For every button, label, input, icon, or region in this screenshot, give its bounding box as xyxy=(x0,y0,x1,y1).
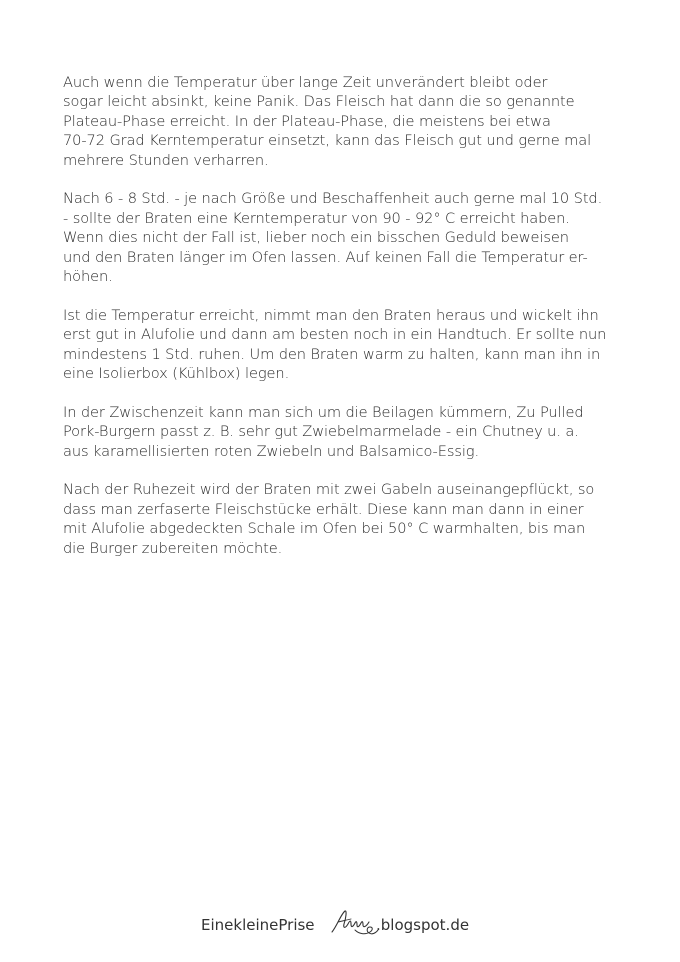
text-line: sogar leicht absinkt, keine Panik. Das Fleisch hat dann die so genannte xyxy=(63,93,575,111)
paragraph-side-dishes xyxy=(63,403,623,461)
text-line: Auch wenn die Temperatur über lange Zeit unverändert bleibt oder xyxy=(63,74,548,91)
text-line: Wenn dies nicht der Fall ist, lieber noch ein bisschen Geduld beweisen xyxy=(63,229,569,247)
paragraph-plateau-phase xyxy=(63,73,623,170)
text-line: Pork-Burgern passt z. B. sehr gut Zwiebelmarmelade - ein Chutney u. a. xyxy=(63,423,579,441)
paragraph-spacer xyxy=(63,383,623,402)
blog-domain-suffix: .blogspot.de xyxy=(376,916,470,934)
blog-footer xyxy=(0,908,680,942)
text-line: 70-72 Grad Kerntemperatur einsetzt, kann das Fleisch gut und gerne mal xyxy=(63,132,592,150)
text-line: - sollte der Braten eine Kerntemperatur von 90 - 92° C erreicht haben. xyxy=(63,209,570,227)
paragraph-spacer xyxy=(63,461,623,480)
text-line: Nach der Ruhezeit wird der Braten mit zwei Gabeln auseinangepflückt, so xyxy=(63,481,595,499)
blog-name-prefix: EinekleinePrise xyxy=(201,916,315,934)
text-line: Plateau-Phase erreicht. In der Plateau-Phase, die meistens bei etwa xyxy=(63,112,551,130)
handwritten-signature-icon xyxy=(329,908,379,938)
text-line: aus karamellisierten roten Zwiebeln und Balsamico-Essig. xyxy=(63,442,479,460)
text-line: mehrere Stunden verharren. xyxy=(63,151,269,169)
paragraph-spacer xyxy=(63,170,623,189)
text-line: Ist die Temperatur erreicht, nimmt man den Braten heraus und wickelt ihn xyxy=(63,306,599,324)
text-line: erst gut in Alufolie und dann am besten noch in ein Handtuch. Er sollte nun xyxy=(63,326,607,344)
text-line: In der Zwischenzeit kann man sich um die Beilagen kümmern, Zu Pulled xyxy=(63,403,584,421)
text-line: mit Alufolie abgedeckten Schale im Ofen bei 50° C warmhalten, bis man xyxy=(63,520,586,538)
paragraph-resting xyxy=(63,306,623,384)
paragraph-spacer xyxy=(63,286,623,305)
text-line: und den Braten länger im Ofen lassen. Auf keinen Fall die Temperatur er- xyxy=(63,248,588,266)
text-line: Nach 6 - 8 Std. - je nach Größe und Beschaffenheit auch gerne mal 10 Std. xyxy=(63,190,603,208)
text-line: die Burger zubereiten möchte. xyxy=(63,539,283,557)
text-line: höhen. xyxy=(63,268,113,286)
text-line: dass man zerfaserte Fleischstücke erhält. Diese kann man dann in einer xyxy=(63,500,584,518)
text-line: mindestens 1 Std. ruhen. Um den Braten warm zu halten, kann man ihn in xyxy=(63,345,601,363)
paragraph-pulling-meat xyxy=(63,480,623,558)
paragraph-core-temperature xyxy=(63,189,623,286)
document-body xyxy=(63,73,623,558)
text-line: eine Isolierbox (Kühlbox) legen. xyxy=(63,365,290,383)
